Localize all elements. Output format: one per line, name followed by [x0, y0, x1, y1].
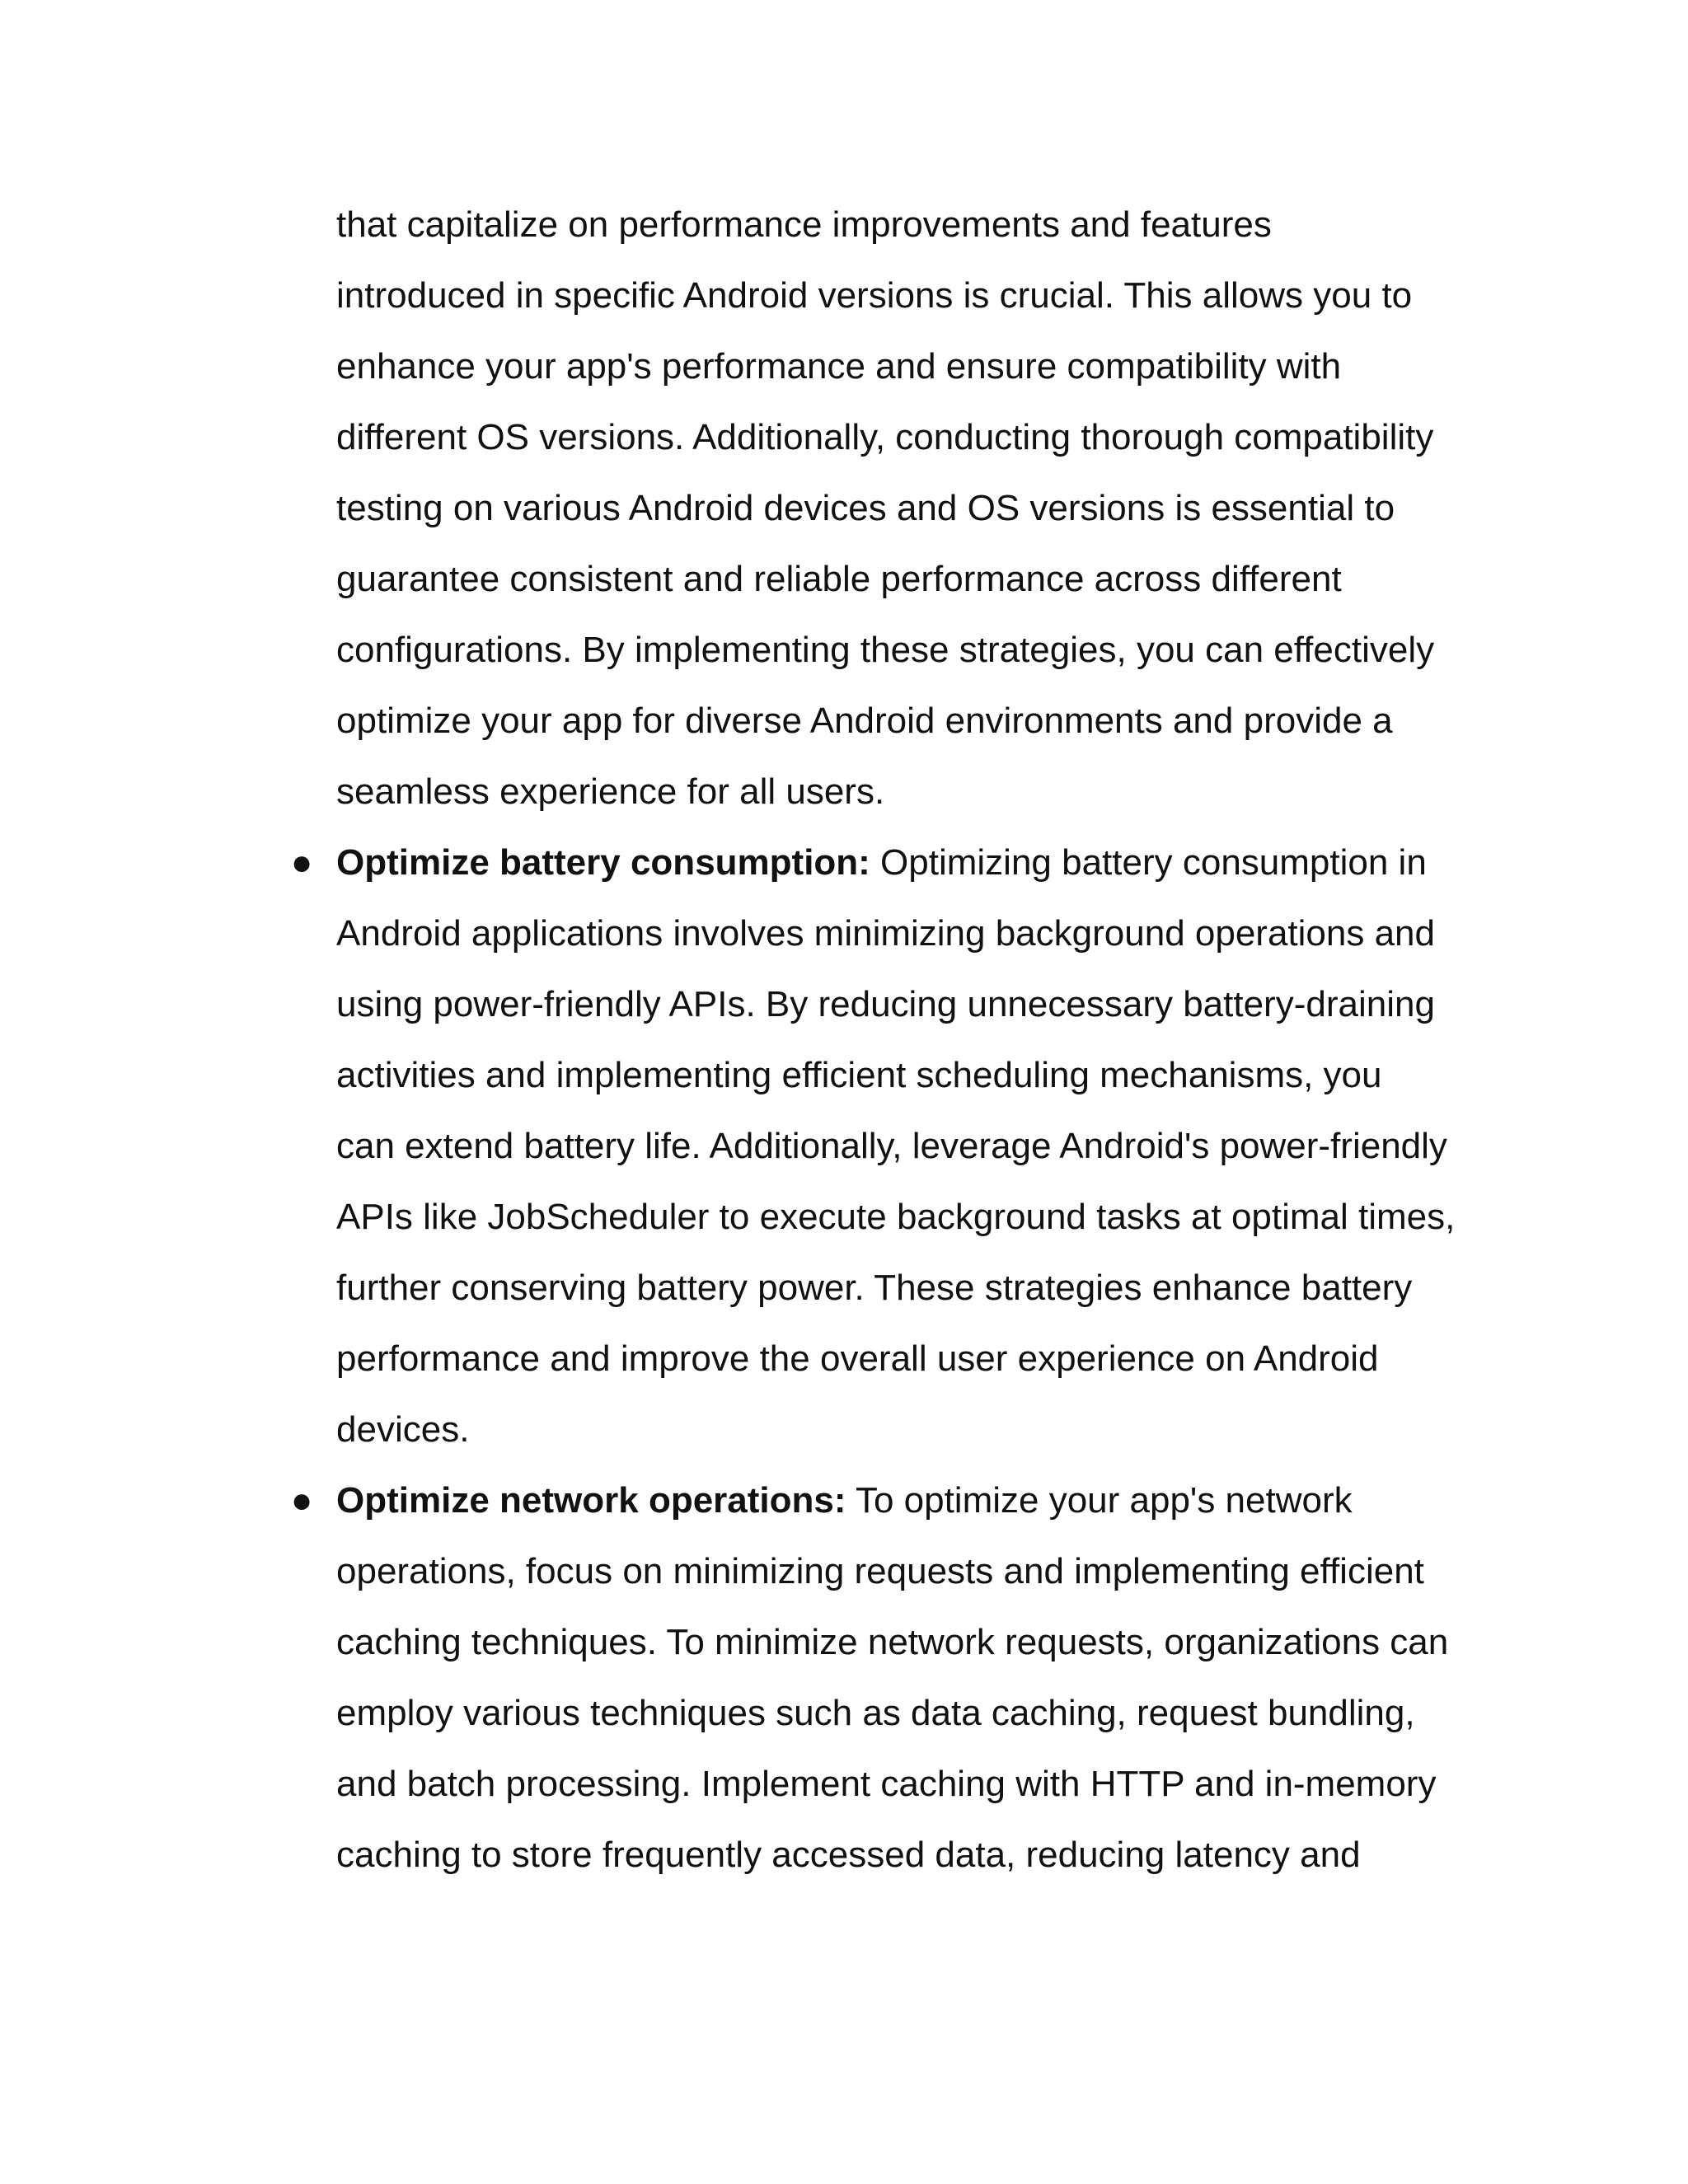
text-line: Android applications involves minimizing background operations and — [336, 913, 1435, 954]
text-line: optimize your app for diverse Android environments and provide a — [336, 701, 1393, 741]
text-line: devices. — [336, 1409, 470, 1450]
bullet-first-line — [336, 827, 1490, 898]
text-line: operations, focus on minimizing requests and implementing efficient — [336, 1551, 1424, 1591]
text-line: introduced in specific Android versions is crucial. This allows you to — [336, 275, 1413, 316]
text-line: APIs like JobScheduler to execute background tasks at optimal times, — [336, 1197, 1456, 1237]
text-line: can extend battery life. Additionally, leverage Android's power-friendly — [336, 1126, 1447, 1166]
text-line: performance and improve the overall user experience on Android — [336, 1338, 1379, 1379]
text-line: enhance your app's performance and ensure compatibility with — [336, 346, 1342, 387]
text-line: caching techniques. To minimize network requests, organizations can — [336, 1622, 1449, 1662]
text-line: further conserving battery power. These strategies enhance battery — [336, 1268, 1413, 1308]
document-body — [290, 190, 1490, 1891]
bullet-item-battery — [290, 827, 1490, 1465]
text-line: employ various techniques such as data caching, request bundling, — [336, 1693, 1415, 1733]
continuation-paragraph — [336, 190, 1490, 827]
bullet-marker: ● — [290, 842, 313, 883]
bullet-first-line — [336, 1465, 1490, 1536]
text-line: and batch processing. Implement caching with HTTP and in-memory — [336, 1764, 1437, 1804]
text-line: different OS versions. Additionally, conducting thorough compatibility — [336, 417, 1434, 457]
bullet-item-network — [290, 1465, 1490, 1891]
text-line: activities and implementing efficient scheduling mechanisms, you — [336, 1055, 1382, 1095]
text-line: using power-friendly APIs. By reducing unnecessary battery-draining — [336, 984, 1435, 1024]
text-line: seamless experience for all users. — [336, 771, 885, 812]
bullet-first-line-text: To optimize your app's network — [846, 1480, 1353, 1521]
text-line: testing on various Android devices and OS versions is essential to — [336, 488, 1395, 528]
text-line: guarantee consistent and reliable performance across different — [336, 559, 1342, 599]
bullet-marker: ● — [290, 1480, 313, 1521]
text-line: configurations. By implementing these strategies, you can effectively — [336, 630, 1435, 670]
bullet-heading: Optimize network operations: — [336, 1480, 846, 1521]
text-line: that capitalize on performance improvements and features — [336, 204, 1272, 245]
bullet-heading: Optimize battery consumption: — [336, 842, 870, 883]
bullet-first-line-text: Optimizing battery consumption in — [870, 842, 1427, 883]
text-line: caching to store frequently accessed data, reducing latency and — [336, 1835, 1361, 1875]
